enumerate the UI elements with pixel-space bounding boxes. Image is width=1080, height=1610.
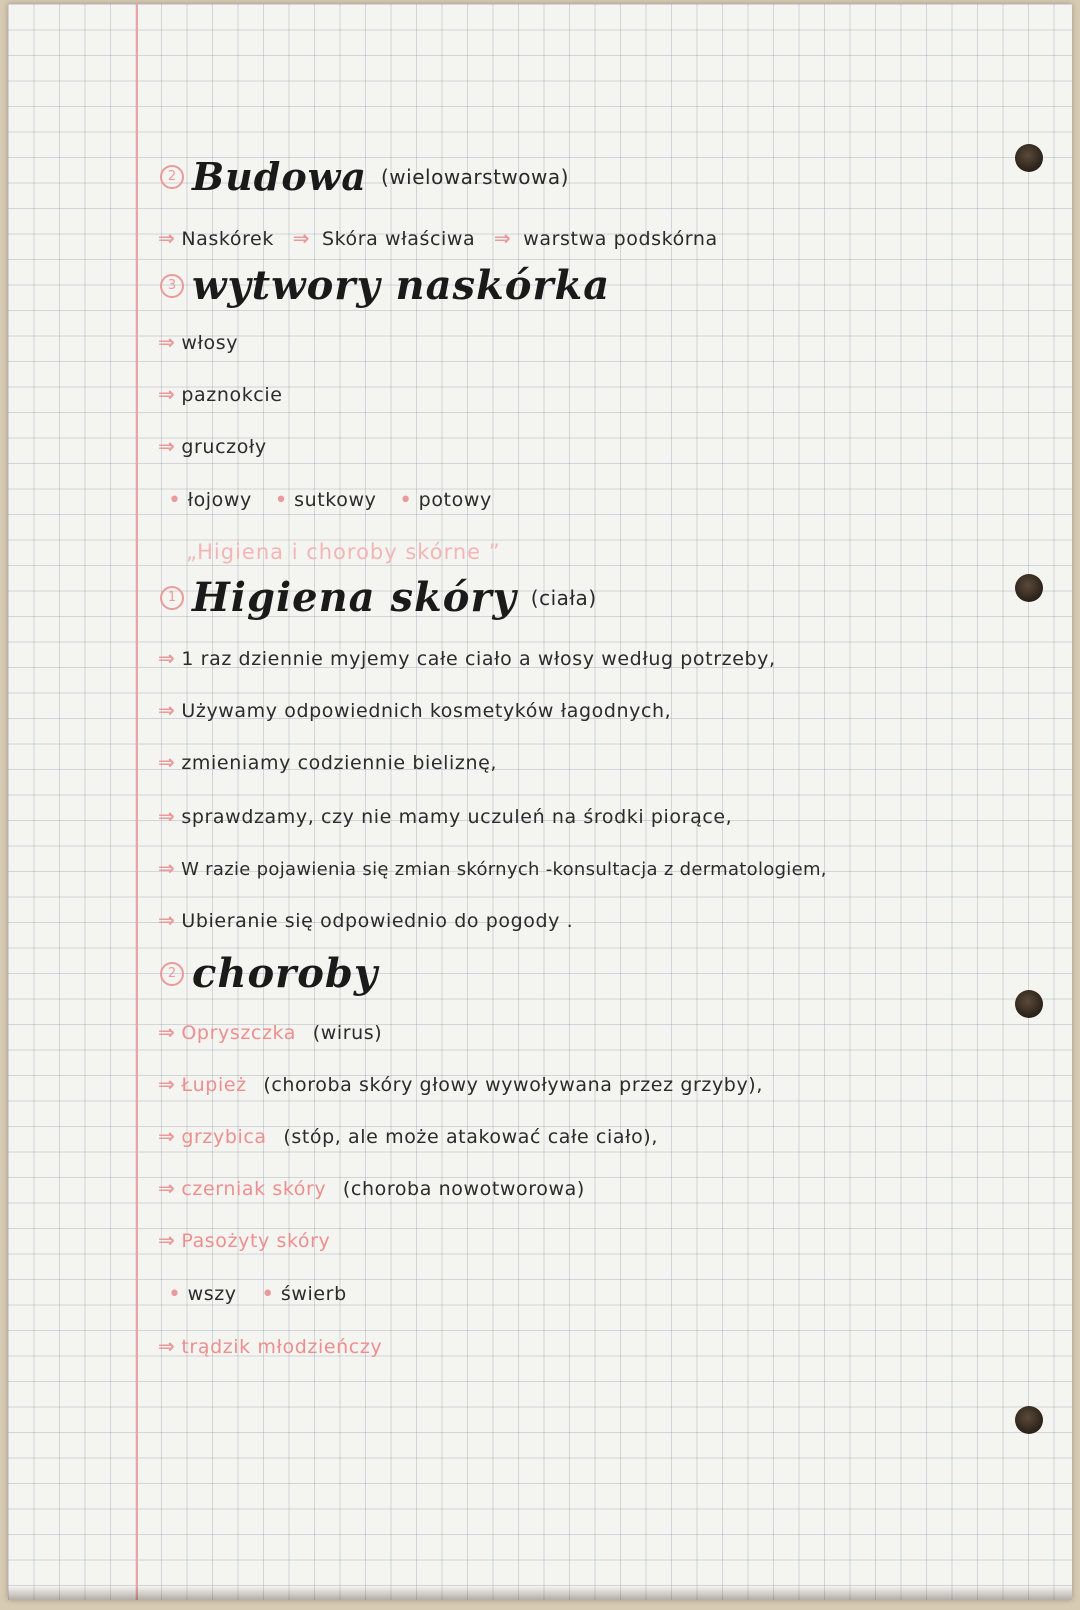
section-note: (wielowarstwowa) xyxy=(381,164,569,189)
arrow-icon: ⇒ xyxy=(493,226,512,250)
margin-line xyxy=(136,4,138,1600)
page-edge-shadow xyxy=(8,1586,1072,1600)
section-title: Budowa xyxy=(192,154,367,199)
arrow-icon: ⇒ xyxy=(158,1020,176,1044)
list-item: ⇒ gruczoły xyxy=(158,434,267,458)
bullet-icon: • xyxy=(274,488,289,513)
section-title: choroby xyxy=(192,950,379,997)
disease-item: ⇒ trądzik młodzieńczy xyxy=(158,1334,383,1358)
bullet-icon: • xyxy=(168,488,182,513)
list-item: ⇒ włosy xyxy=(158,330,239,354)
list-item: ⇒ Ubieranie się odpowiednio do pogody . xyxy=(158,908,574,932)
section-number: 1 xyxy=(160,586,184,610)
subheading: „Higiena i choroby skórne ” xyxy=(186,540,501,564)
section-number: 3 xyxy=(160,274,184,298)
arrow-icon: ⇒ xyxy=(158,908,176,932)
arrow-icon: ⇒ xyxy=(158,698,176,722)
arrow-icon: ⇒ xyxy=(158,750,176,774)
list-item: ⇒ W razie pojawienia się zmian skórnych -konsultacja z dermatologiem, xyxy=(158,856,827,880)
layer-item: warstwa podskórna xyxy=(523,228,718,250)
disease-item: ⇒ Opryszczka (wirus) xyxy=(158,1020,383,1044)
section-number: 2 xyxy=(160,962,184,986)
section-number: 2 xyxy=(160,165,184,189)
arrow-icon: ⇒ xyxy=(158,1124,176,1148)
arrow-icon: ⇒ xyxy=(158,1228,176,1252)
notebook-page xyxy=(8,4,1072,1600)
heading-wytwory xyxy=(160,262,610,309)
binder-hole xyxy=(1015,990,1043,1018)
bullet-icon: • xyxy=(399,488,413,513)
arrow-icon: ⇒ xyxy=(158,330,176,354)
bullet-icon: • xyxy=(168,1282,182,1307)
arrow-icon: ⇒ xyxy=(158,382,176,406)
arrow-icon: ⇒ xyxy=(158,434,176,458)
heading-choroby xyxy=(160,950,378,997)
arrow-icon: ⇒ xyxy=(158,1072,176,1096)
list-item: ⇒ paznokcie xyxy=(158,382,283,406)
binder-hole xyxy=(1015,574,1043,602)
layer-item: Naskórek xyxy=(181,228,274,250)
section-title: wytwory naskórka xyxy=(192,262,611,309)
arrow-icon: ⇒ xyxy=(292,226,310,250)
arrow-icon: ⇒ xyxy=(158,1176,176,1200)
section-note: (ciała) xyxy=(530,585,597,610)
list-item: ⇒ zmieniamy codziennie bieliznę, xyxy=(158,750,498,774)
parasites-row: • wszy • świerb xyxy=(168,1282,347,1307)
layer-item: Skóra właściwa xyxy=(321,228,476,250)
list-item: ⇒ Używamy odpowiednich kosmetyków łagodnych, xyxy=(158,698,672,722)
list-item: ⇒ sprawdzamy, czy nie mamy uczuleń na środki piorące, xyxy=(158,804,733,828)
layers-row xyxy=(158,226,718,250)
heading-higiena xyxy=(160,574,597,621)
binder-hole xyxy=(1015,144,1043,172)
section-title: Higiena skóry xyxy=(192,574,517,621)
arrow-icon: ⇒ xyxy=(158,856,176,880)
glands-row: • łojowy • sutkowy • potowy xyxy=(168,488,492,513)
disease-item: ⇒ Pasożyty skóry xyxy=(158,1228,331,1252)
list-item: ⇒ 1 raz dziennie myjemy całe ciało a włosy według potrzeby, xyxy=(158,646,776,670)
arrow-icon: ⇒ xyxy=(158,1334,176,1358)
arrow-icon: ⇒ xyxy=(158,804,176,828)
binder-hole xyxy=(1015,1406,1043,1434)
disease-item: ⇒ czerniak skóry (choroba nowotworowa) xyxy=(158,1176,585,1200)
arrow-icon: ⇒ xyxy=(158,646,176,670)
arrow-icon: ⇒ xyxy=(158,226,176,250)
disease-item: ⇒ grzybica (stóp, ale może atakować całe ciało), xyxy=(158,1124,658,1148)
heading-budowa xyxy=(160,154,569,199)
disease-item: ⇒ Łupież (choroba skóry głowy wywoływana przez grzyby), xyxy=(158,1072,763,1096)
bullet-icon: • xyxy=(261,1282,275,1307)
